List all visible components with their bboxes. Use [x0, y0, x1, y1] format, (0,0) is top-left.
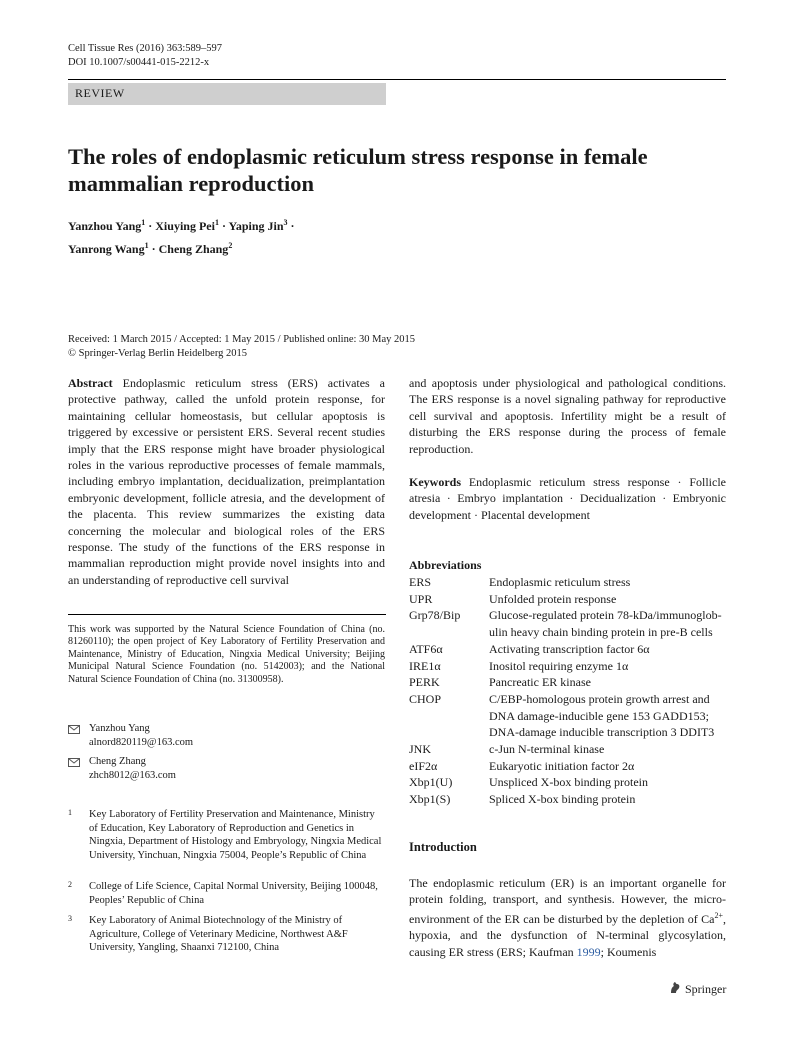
abbreviation-definition: C/EBP-homologous protein growth arrest and DNA damage-inducible gene 153 GADD153; DNA-damage inducible transcription 3 DDIT3	[489, 691, 715, 740]
affiliation-number: 1	[68, 808, 72, 817]
abbreviation-row	[409, 641, 729, 658]
abstract-text: Endoplasmic reticulum stress (ERS) activates a protective pathway, called the unfold protein response, for maintaining cellular homeostasis, but cellular apoptosis is triggered by excessive or persistent ERS. Several recent studies imply that the ERS response might have broader physiological roles in the various reproductive processes of female mammals, including embryo implantation, decidualization, preimplantation embryonic development, follicle atresia, and the development of the placenta. This review summarizes the existing data concerning the molecular and biological roles of the ERS response. The study of the functions of the ERS response in mammalian reproduction might provide novel insights into and an understanding of reproductive cell survival	[68, 376, 386, 587]
abbreviation-definition: Activating transcription factor 6α	[489, 641, 650, 656]
abbreviation-definition: Pancreatic ER kinase	[489, 675, 591, 690]
abbreviation-row	[409, 758, 729, 775]
abbreviations-table	[409, 574, 729, 808]
abbreviation-definition: Spliced X-box binding protein	[489, 792, 636, 807]
abbreviation-row	[409, 607, 729, 640]
contact-email[interactable]: zhch8012@163.com	[89, 770, 176, 781]
abbreviation-definition: Unfolded protein response	[489, 591, 617, 606]
superscript: 2+	[714, 910, 723, 920]
affiliation-number: 3	[68, 914, 72, 923]
abbreviation-term: ATF6α	[409, 641, 443, 656]
header-rule	[68, 79, 726, 80]
intro-text-part: , hypoxia, and the dysfunction of N-terminal glycosylation, causing ER stress (ERS; Kaufman	[409, 911, 726, 959]
abbreviation-term: eIF2α	[409, 758, 438, 773]
keywords-text: Endoplasmic reticulum stress response · Follicle atresia · Embryo implantation · Decidualization · Embryonic development · Placental development	[409, 475, 727, 522]
abbreviations-heading: Abbreviations	[409, 558, 482, 572]
abbreviation-definition: c-Jun N-terminal kinase	[489, 742, 605, 757]
article-title: The roles of endoplasmic reticulum stress response in female mammalian reproduction	[68, 144, 648, 196]
author-name[interactable]: Cheng Zhang	[158, 242, 229, 256]
envelope-icon	[68, 758, 80, 767]
author-affiliation-ref: 1	[141, 218, 146, 227]
intro-text-part: ; Koumenis	[600, 944, 657, 959]
abbreviation-term: Grp78/Bip	[409, 608, 461, 623]
abbreviation-row	[409, 658, 729, 675]
history-dates: Received: 1 March 2015 / Accepted: 1 May 2015 / Published online: 30 May 2015	[68, 334, 416, 345]
author-affiliation-ref: 2	[228, 241, 233, 250]
keywords-label: Keywords	[409, 475, 461, 489]
intro-text-part: The endoplasmic reticulum (ER) is an important organelle for protein folding, transport, and synthesis. However, the micro-environment of the ER can be disturbed by the depletion of Ca	[409, 876, 726, 926]
publisher-logo	[668, 981, 726, 997]
envelope-icon	[68, 725, 80, 734]
abstract	[68, 375, 385, 588]
abbreviation-definition: Unspliced X-box binding protein	[489, 775, 648, 790]
springer-horse-icon	[668, 981, 682, 995]
author-name[interactable]: Xiuying Pei	[155, 219, 215, 233]
introduction-text	[409, 875, 726, 960]
keywords	[409, 474, 726, 523]
abbreviation-term: UPR	[409, 591, 433, 606]
author-name[interactable]: Yanrong Wang	[68, 242, 145, 256]
abbreviation-term: ERS	[409, 575, 432, 589]
abbreviation-term: Xbp1(U)	[409, 775, 453, 790]
abstract-label: Abstract	[68, 376, 113, 390]
citation-link[interactable]: 1999	[576, 944, 601, 959]
affiliation-number: 2	[68, 880, 72, 889]
publication-dates	[68, 333, 415, 360]
introduction-heading: Introduction	[409, 840, 477, 854]
author-affiliation-ref: 1	[144, 241, 149, 250]
abbreviation-term: CHOP	[409, 691, 442, 706]
funding-note: This work was supported by the Natural Science Foundation of China (no. 81260110); the open project of Key Laboratory of Fertility Preservation and Maintenance, Ministry of Education, Ningxia Medical University; Beijing Municipal Natural Science Foundation (no. 5142003); and the National Natural Science Foundation of China (no. 31300958).	[68, 624, 385, 685]
abbreviation-term: PERK	[409, 675, 440, 690]
abbreviation-row	[409, 591, 729, 608]
abbreviation-term: Xbp1(S)	[409, 792, 451, 807]
abbreviation-row	[409, 574, 729, 591]
author-affiliation-ref: 1	[214, 218, 219, 227]
journal-citation: Cell Tissue Res (2016) 363:589–597	[68, 43, 223, 54]
section-label: REVIEW	[75, 86, 125, 100]
abbreviation-row	[409, 791, 729, 808]
abbreviation-term: JNK	[409, 742, 432, 757]
contact-email[interactable]: alnord820119@163.com	[89, 737, 194, 748]
copyright: © Springer-Verlag Berlin Heidelberg 2015	[68, 347, 248, 359]
abbreviation-definition: Glucose-regulated protein 78-kDa/immunoglob-ulin heavy chain binding protein in pre-B cells	[489, 608, 722, 640]
author-name[interactable]: Yanzhou Yang	[68, 219, 142, 233]
abbreviation-term: IRE1α	[409, 658, 441, 673]
abbreviation-row	[409, 774, 729, 791]
contact-name: Yanzhou Yang	[89, 723, 150, 734]
abbreviation-row	[409, 691, 729, 741]
publisher-name: Springer	[685, 982, 727, 996]
abbreviation-definition: Eukaryotic initiation factor 2α	[489, 758, 635, 773]
author-list: Yanzhou Yang$^1$ · Xiuying Pei$^1$ · Yaping Jin$^3$ · Yanrong Wang$^1$ · Cheng Zhang$^2$	[68, 218, 295, 256]
affiliation: Key Laboratory of Fertility Preservation and Maintenance, Ministry of Education, Key Laboratory of Reproduction and Genetics in Ningxia, Department of Histology and Embryology, Ningxia Medical University, Yinchuan, Ningxia 75004, People’s Republic of China	[89, 809, 382, 861]
author-name[interactable]: Yaping Jin	[228, 219, 284, 233]
abbreviation-row	[409, 741, 729, 758]
author-affiliation-ref: 3	[283, 218, 288, 227]
abbreviation-definition: Endoplasmic reticulum stress	[489, 575, 631, 589]
affiliation: College of Life Science, Capital Normal University, Beijing 100048, Peoples’ Republic of China	[89, 881, 378, 906]
contact-name: Cheng Zhang	[89, 756, 146, 767]
abbreviation-definition: Inositol requiring enzyme 1α	[489, 658, 629, 673]
doi[interactable]: DOI 10.1007/s00441-015-2212-x	[68, 57, 210, 68]
footnote-rule	[68, 614, 386, 615]
abstract-continuation: and apoptosis under physiological and pathological conditions. The ERS response is a novel signaling pathway for reproductive cell survival and apoptosis. Infertility might be a result of disturbing the ERS response during the process of female reproduction.	[409, 376, 726, 456]
abbreviation-row	[409, 674, 729, 691]
affiliation: Key Laboratory of Animal Biotechnology of the Ministry of Agriculture, College of Veterinary Medicine, Northwest A&F University, Yangling, Shaanxi 712100, China	[89, 915, 348, 953]
